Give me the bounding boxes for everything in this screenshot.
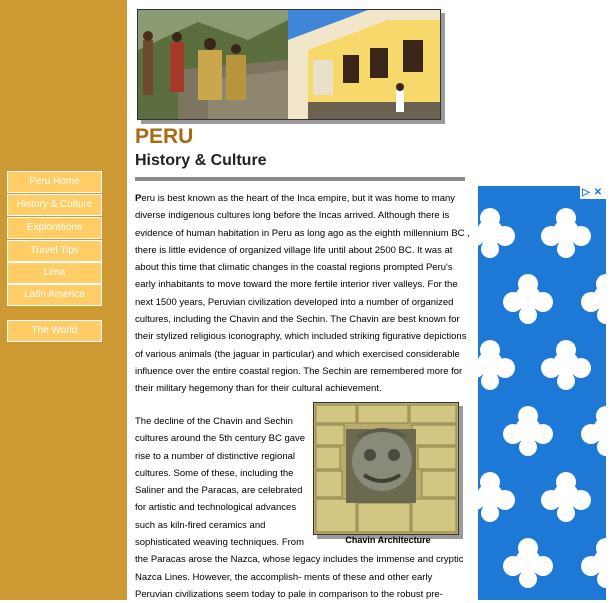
- paragraph-line: evidence of human habitation in Peru as long ago as the eighth millennium BC ,: [135, 227, 470, 239]
- ad-banner[interactable]: [478, 186, 606, 600]
- ad-close-icon[interactable]: ✕: [593, 187, 603, 198]
- paragraph-line: diverse indigenous cultures long before the Incas arrived. Although there is: [135, 210, 450, 222]
- decline-paragraph: [135, 413, 465, 603]
- nav-history-culture[interactable]: History & Culture: [7, 194, 102, 216]
- paragraph-line: Peru is best known as the heart of the Inca empire, but it was home to many: [135, 193, 456, 204]
- nav-peru-home[interactable]: Peru Home: [7, 171, 102, 193]
- nav-lima[interactable]: Lima: [7, 262, 102, 284]
- page-title: PERU: [135, 125, 194, 148]
- header-photo: [137, 9, 441, 120]
- paragraph-line: their stylized religious iconography, which included striking figurative depictions: [135, 331, 467, 343]
- intro-paragraph: [135, 190, 470, 398]
- paragraph-line: their military hegemony than for their cultural achievement.: [135, 383, 382, 395]
- paragraph-line: cultures around the 5th century BC gave: [135, 433, 306, 445]
- title-divider: [135, 177, 465, 181]
- figure-caption: Chavin Architecture: [345, 535, 431, 545]
- sidebar: [0, 0, 127, 600]
- paragraph-line: influence over the entire coastal region. The Sechin are remembered more for: [135, 365, 463, 377]
- paragraph-line: sophisticated weaving techniques. From: [135, 537, 304, 549]
- page-subtitle: History & Culture: [135, 152, 267, 169]
- nav-the-world[interactable]: The World: [7, 320, 102, 342]
- paragraph-line: for artistic and technological advances: [135, 502, 297, 514]
- paragraph-line: cultures, including the Chavin and the Sechin. The Chavin are best known for: [135, 314, 460, 326]
- paragraph-line: the Paracas arose the Nazca, whose legacy includes the immense and cryptic: [135, 554, 464, 566]
- paragraph-line: of various animals (the jaguar in particular) and which exercised considerable: [135, 348, 460, 360]
- paragraph-line: there is little evidence of organized village life until about 2500 BC. It was at: [135, 244, 453, 256]
- nav-latin-america[interactable]: Latin America: [7, 284, 102, 306]
- paragraph-line: Peruvian civilizations seem today to pale in comparison to the robust pre-: [135, 588, 443, 600]
- paragraph-line: The decline of the Chavin and Sechin: [135, 416, 293, 427]
- paragraph-line: such as kiln-fired ceramics and: [135, 519, 266, 531]
- paragraph-line: about this time that climatic changes in the coastal regions prompted Peru's: [135, 262, 453, 274]
- nav-explorations[interactable]: Explorations: [7, 217, 102, 239]
- paragraph-line: early inhabitants to move toward the more fertile interior river valleys. For the: [135, 279, 458, 291]
- paragraph-line: cultures. Some of these, including the: [135, 467, 294, 479]
- paragraph-line: rise to a number of distinctive regional: [135, 450, 295, 462]
- paragraph-line: next 1500 years, Peruvian civilization developed into a number of organized: [135, 296, 454, 308]
- paragraph-line: Saliner and the Paracas, are celebrated: [135, 485, 303, 497]
- ad-info-icon[interactable]: ▷: [582, 187, 590, 198]
- nav-travel-tips[interactable]: Travel Tips: [7, 240, 102, 262]
- paragraph-line: Nazca Lines. However, the accomplish- ments of these and other early: [135, 571, 433, 583]
- ad-controls: [580, 186, 606, 199]
